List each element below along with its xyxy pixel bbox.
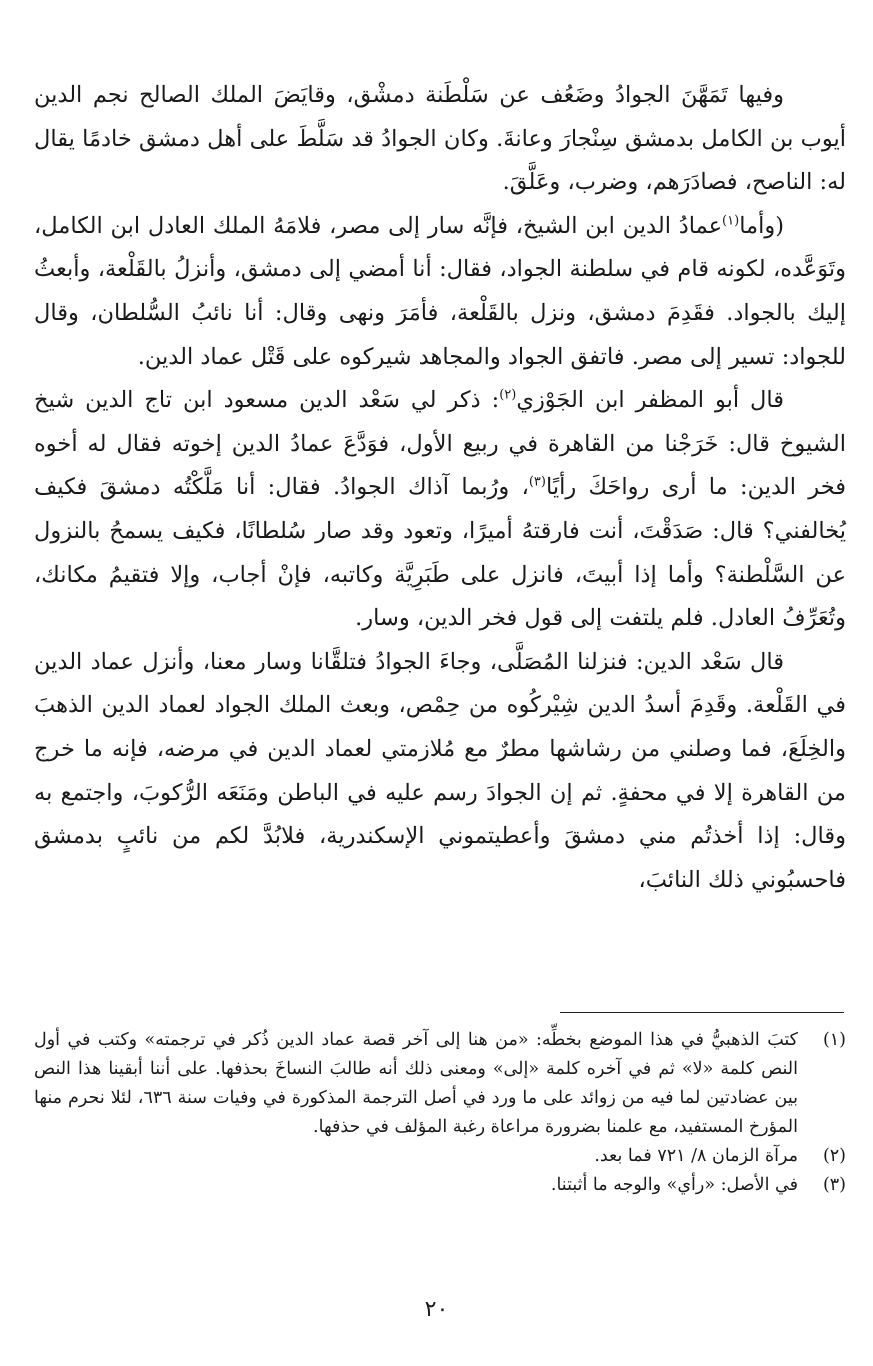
- paragraph-text: ، ورُبما آذاك الجوادُ. فقال: أنا مَلَّكْتُه دمشقَ فكيف يُخالفني؟ قال: صَدَقْتَ، أنت فارقتهُ أميرًا، وتعود وقد صار سُلطانًا، فكيف يسمحُ بالنزول عن السَّلْطنة؟ وأما إذا أبيتَ، فانزل على طَبَرِيَّة وكاتبه، فإنْ أجاب، وإلا فتقيمُ مكانك، وتُعَرِّفُ العادل. فلم يلتفت إلى قول فخر الدين، وسار.: [34, 474, 846, 632]
- footnote-text: كتبَ الذهبيُّ في هذا الموضع بخطِّه: «من هنا إلى آخر قصة عماد الدين ذُكر في ترجمته» وكتب في أول النص كلمة «لا» ثم في آخره كلمة «إلى» ومعنى ذلك أنه طالبَ النساخَ بحذفها. على أننا أبقينا هذا النص بين عضادتين لما فيه من زوائد على ما ورد في أصل الترجمة المذكورة في وفيات سنة ٦٣٦، لئلا نحرم منها المؤرخ المستفيد، مع علمنا بضرورة مراعاة رغبة المؤلف في حذفها.: [34, 1030, 798, 1137]
- footnote-reference[interactable]: (٢): [499, 387, 517, 403]
- page-number: ٢٠: [424, 1297, 449, 1322]
- footnote-number: (٣): [822, 1175, 846, 1195]
- footnote: [34, 1026, 846, 1142]
- footnote-reference[interactable]: (١): [722, 213, 740, 229]
- footnote: [34, 1142, 846, 1171]
- paragraph-text: قال أبو المظفر ابن الجَوْزي: [516, 387, 785, 414]
- main-text-body: [34, 74, 846, 902]
- footnote-number: (٢): [822, 1146, 846, 1166]
- paragraph-text: قال سَعْد الدين: فنزلنا المُصَلَّى، وجاءَ الجوادُ فتلقَّانا وسار معنا، وأنزل عماد الدين في القَلْعة. وقَدِمَ أسدُ الدين شِيْركُوه من حِمْص، وبعث الملك الجواد لعماد الدين الذهبَ والخِلَعَ، فما وصلني من رشاشها مطرٌ مع مُلازمتي لعماد الدين في مرضه، فإنه ما خرج من القاهرة إلا في محفةٍ. ثم إن الجوادَ رسم عليه في الباطن ومَنَعَه الرُّكوبَ، واجتمع به وقال: إذا أخذتُم مني دمشقَ وأعطيتموني الإسكندرية، فلابُدَّ لكم من نائبٍ بدمشق فاحسبُوني ذلك النائبَ،: [34, 648, 846, 893]
- paragraph: [34, 205, 846, 379]
- paragraph-text: : ذكر لي سَعْد الدين مسعود ابن تاج الدين شيخ الشيوخ قال: خَرَجْنا من القاهرة في ربيع الأول، فوَدَّعَ عمادُ الدين إخوته فقال له أخوه فخر الدين: ما أرى رواحَكَ رأيًا: [34, 387, 846, 501]
- paragraph-text: (وأما: [739, 212, 784, 239]
- paragraph: [34, 641, 846, 903]
- footnote-number: (١): [822, 1030, 846, 1050]
- paragraph-text: عمادُ الدين ابن الشيخ، فإنَّه سار إلى مصر، فلامَهُ الملك العادل ابن الكامل، وتَوَعَّده، لكونه قام في سلطنة الجواد، فقال: أنا أمضي إلى دمشق، وأنزلُ بالقَلْعة، وأبعثُ إليك بالجواد. فقَدِمَ دمشق، ونزل بالقَلْعة، فأمَرَ ونهى وقال: أنا نائبُ السُّلطان، وقال للجواد: تسير إلى مصر. فاتفق الجواد والمجاهد شيركوه على قَتْل عماد الدين.: [34, 212, 846, 370]
- paragraph: [34, 74, 846, 205]
- paragraph: [34, 379, 846, 641]
- footnote-text: مرآة الزمان ٨/ ٧٢١ فما بعد.: [594, 1146, 798, 1166]
- paragraph-text: وفيها تَمَهَّنَ الجوادُ وضَعُف عن سَلْطَنة دمشْق، وقايَضَ الملك الصالح نجم الدين أيوب بن الكامل بدمشق سِنْجارَ وعانةَ. وكان الجوادُ قد سَلَّطَ على أهل دمشق خادمًا يقال له: الناصح، فصادَرَهم، وضرب، وعَلَّقَ.: [34, 82, 846, 196]
- footnote-text: في الأصل: «رأي» والوجه ما أثبتنا.: [550, 1175, 798, 1195]
- footnote-separator-line: [560, 1012, 844, 1013]
- footnote: [34, 1171, 846, 1200]
- footnotes-list: [34, 1026, 846, 1200]
- footnote-reference[interactable]: (٣): [528, 474, 546, 490]
